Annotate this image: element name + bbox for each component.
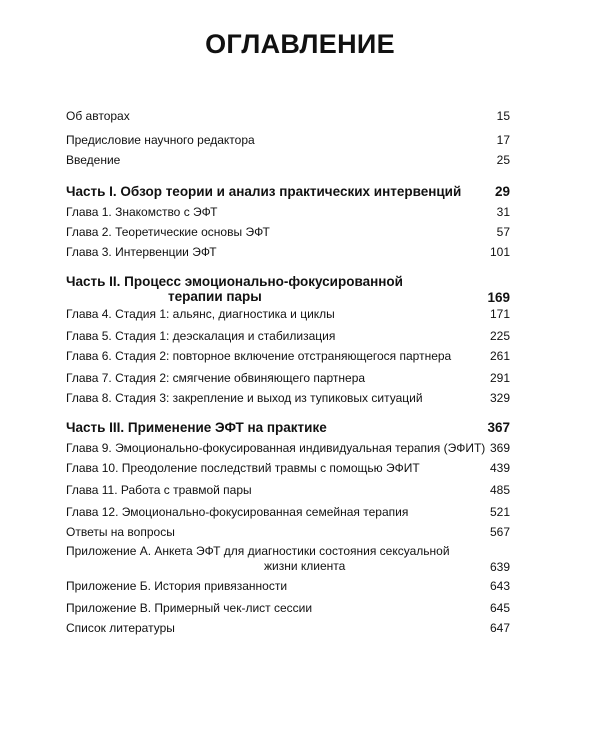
toc-entry-page: 101	[489, 245, 510, 259]
toc-entry-page: 367	[487, 420, 510, 435]
toc-entry-page: 17	[496, 133, 510, 147]
toc-entry-label	[66, 274, 466, 304]
toc-entry-page: 639	[489, 560, 510, 574]
toc-entry-page: 643	[489, 579, 510, 593]
toc-entry-label: Введение	[66, 153, 121, 167]
toc-entry-label: Глава 3. Интервенции ЭФТ	[66, 245, 217, 259]
toc-entry-page: 329	[489, 391, 510, 405]
toc-entry-label: Глава 9. Эмоционально-фокусированная индивидуальная терапия (ЭФИТ)	[66, 441, 486, 455]
toc-entry-page: 57	[496, 225, 510, 239]
toc-entry-page: 261	[489, 349, 510, 363]
toc-entry-label-line2: жизни клиента	[264, 559, 346, 573]
toc-entry-label: Часть I. Обзор теории и анализ практических интервенций	[66, 184, 462, 199]
toc-entry-label: Приложение Б. История привязанности	[66, 579, 288, 593]
toc-entry-label-line2: терапии пары	[168, 289, 262, 304]
toc-entry-label: Приложение В. Примерный чек-лист сессии	[66, 601, 313, 615]
toc-entry-label: Об авторах	[66, 109, 130, 123]
toc-entry-page: 369	[489, 441, 510, 455]
toc-entry-label: Глава 6. Стадия 2: повторное включение отстраняющегося партнера	[66, 349, 452, 363]
toc-entry-label: Глава 5. Стадия 1: деэскалация и стабилизация	[66, 329, 336, 343]
toc-entry-page: 647	[489, 621, 510, 635]
toc-entry-label: Глава 4. Стадия 1: альянс, диагностика и циклы	[66, 307, 335, 321]
toc-entry-label: Глава 11. Работа с травмой пары	[66, 483, 252, 497]
toc-entry-page: 25	[496, 153, 510, 167]
toc-entry-page: 169	[487, 290, 510, 305]
toc-entry-label-line1: Часть II. Процесс эмоционально-фокусированной	[66, 274, 403, 289]
toc-entry-label: Список литературы	[66, 621, 175, 635]
toc-entry-label: Глава 10. Преодоление последствий травмы с помощью ЭФИТ	[66, 461, 420, 475]
toc-entry-page: 567	[489, 525, 510, 539]
toc-entry-page: 485	[489, 483, 510, 497]
toc-entry-page: 15	[496, 109, 510, 123]
toc-entry-label: Ответы на вопросы	[66, 525, 175, 539]
toc-entry-page: 171	[489, 307, 510, 321]
toc-entry-label: Глава 1. Знакомство с ЭФТ	[66, 205, 218, 219]
toc-entry-label: Часть III. Применение ЭФТ на практике	[66, 420, 327, 435]
toc-entry-page: 291	[489, 371, 510, 385]
toc-entry-page: 521	[489, 505, 510, 519]
toc-entry-page: 645	[489, 601, 510, 615]
page-title: ОГЛАВЛЕНИЕ	[205, 29, 395, 59]
toc-entry-label	[66, 544, 466, 574]
toc-entry-label: Глава 8. Стадия 3: закрепление и выход из тупиковых ситуаций	[66, 391, 423, 405]
toc-entry-label: Глава 2. Теоретические основы ЭФТ	[66, 225, 270, 239]
toc-entry-label: Предисловие научного редактора	[66, 133, 255, 147]
toc-entry-label-line1: Приложение А. Анкета ЭФТ для диагностики состояния сексуальной	[66, 544, 450, 558]
toc-entry-label: Глава 12. Эмоционально-фокусированная семейная терапия	[66, 505, 409, 519]
toc-entry-page: 31	[496, 205, 510, 219]
toc-entry-page: 29	[494, 184, 510, 199]
toc-entry-page: 439	[489, 461, 510, 475]
toc-entry-page: 225	[489, 329, 510, 343]
toc-entry-label: Глава 7. Стадия 2: смягчение обвиняющего партнера	[66, 371, 366, 385]
